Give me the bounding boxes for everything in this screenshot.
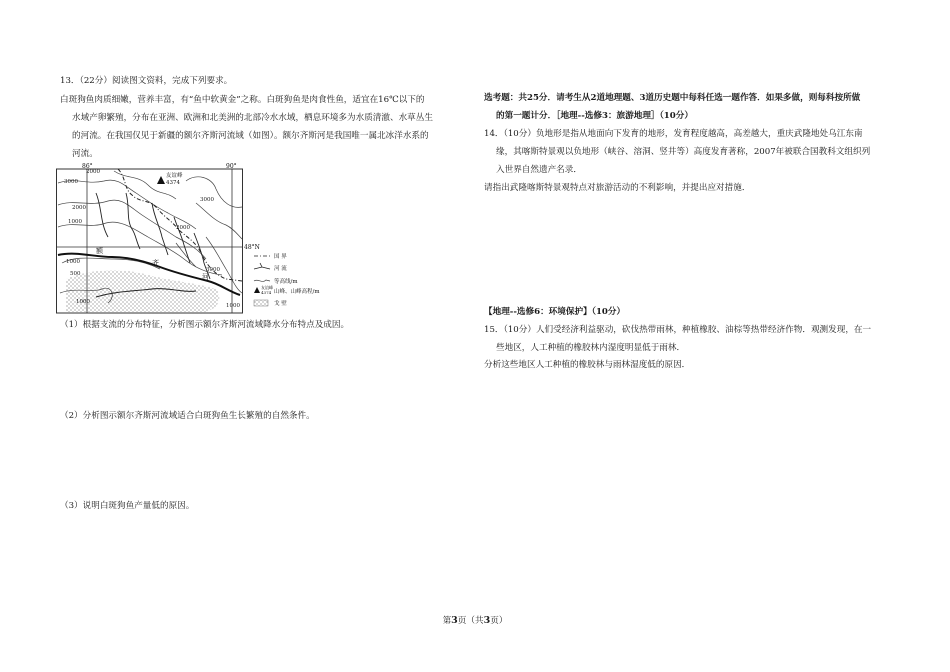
legend-peak-sample-elev: 4374	[261, 290, 272, 295]
peak-elevation: 4374	[166, 180, 180, 186]
river-label: 河	[202, 273, 209, 281]
question-14-task: 请指出武隆喀斯特景观特点对旅游活动的不利影响，并提出应对措施．	[484, 183, 751, 193]
contour-label: 2000	[72, 205, 86, 211]
longitude-90-label: 90°	[226, 163, 237, 170]
contour-label: 1000	[68, 219, 82, 225]
legend-border-label: 国 界	[274, 254, 287, 260]
question-13-part-1: （1）根据支流的分布特征，分析图示额尔齐斯河流域降水分布特点及成因。	[60, 320, 350, 330]
question-15-task: 分析这些地区人工种植的橡胶林与雨林湿度低的原因．	[484, 360, 691, 370]
contour-label: 2000	[86, 169, 100, 175]
question-13-header: 13．（22分）阅读图文资料，完成下列要求。	[60, 76, 233, 86]
contour-label: 500	[70, 271, 81, 277]
question-13-intro-line-3: 的河流。在我国仅见于新疆的额尔齐斯河流域（如图）。额尔齐斯河是我国唯一属北冰洋水系的	[72, 131, 429, 141]
question-13-part-3: （3）说明白斑狗鱼产量低的原因。	[60, 501, 195, 511]
peak-name: 友谊峰	[166, 173, 183, 179]
question-13-intro-line-2: 水域产卵繁殖，分布在亚洲、欧洲和北美洲的北部冷水水域，栖息环境多为水质清澈、水草丛生	[72, 113, 433, 123]
contour-label: 1000	[226, 303, 240, 309]
contour-label: 1000	[76, 299, 90, 305]
page-footer: 第3页（共3页）	[442, 615, 508, 626]
irtysh-river-map	[56, 163, 342, 314]
question-14-line-3: 入世界自然遗产名录．	[496, 165, 582, 175]
legend-desert-label: 戈 壁	[274, 301, 287, 307]
legend-desert-swatch	[254, 300, 268, 306]
legend-peak-label: 山峰、山峰高程/m	[274, 289, 320, 295]
question-14-line-1: 14．（10分）负地形是指从地面向下发育的地形，发育程度越高，高差越大，重庆武隆地处乌江东南	[484, 129, 863, 139]
river-label: 额	[96, 247, 103, 255]
elective-instructions-line-1: 选考题：共25分．请考生从2道地理题、3道历史题中每科任选一题作答．如果多做，则每科按所做	[484, 93, 861, 103]
legend-contour-symbol	[254, 280, 270, 281]
legend-peak-icon	[254, 287, 260, 293]
contour-label: 3000	[64, 179, 78, 185]
question-13-part-2: （2）分析图示额尔齐斯河流域适合白斑狗鱼生长繁殖的自然条件。	[60, 411, 315, 421]
question-13-intro-line-1: 白斑狗鱼肉质细嫩，营养丰富，有“鱼中软黄金”之称。白斑狗鱼是肉食性鱼，适宜在16℃以下的	[60, 95, 425, 105]
question-15-line-2: 些地区，人工种植的橡胶林内湿度明显低于雨林．	[496, 343, 686, 353]
longitude-86-label: 86°	[82, 163, 93, 170]
question-15-line-1: 15．（10分）人们受经济利益驱动，砍伐热带雨林，种植橡胶、油棕等热带经济作物．观测发现，在一	[484, 325, 872, 335]
elective-instructions-line-2: 的第一题计分．［地理--选修3：旅游地理］（10分）	[496, 111, 693, 121]
contour-label: 3000	[200, 197, 214, 203]
contour-label: 3000	[206, 267, 220, 273]
legend-contour-label: 等高线/m	[274, 279, 298, 285]
river-label: 齐	[152, 259, 159, 267]
latitude-48-label: 48°N	[244, 244, 260, 251]
legend-river-label: 河 流	[274, 266, 287, 272]
question-14-line-2: 缘，其喀斯特景观以负地形（峡谷、溶洞、竖井等）高度发育著称，2007年被联合国教科文组织列	[496, 147, 871, 157]
contour-label: 1000	[66, 259, 80, 265]
contour-label: 2000	[176, 225, 190, 231]
elective-6-title: 【地理--选修6：环境保护】（10分）	[484, 307, 626, 317]
legend-peak-sample-name: 友谊峰	[261, 285, 273, 290]
legend-river-symbol	[254, 263, 270, 269]
question-13-intro-line-4: 河流。	[72, 149, 98, 159]
